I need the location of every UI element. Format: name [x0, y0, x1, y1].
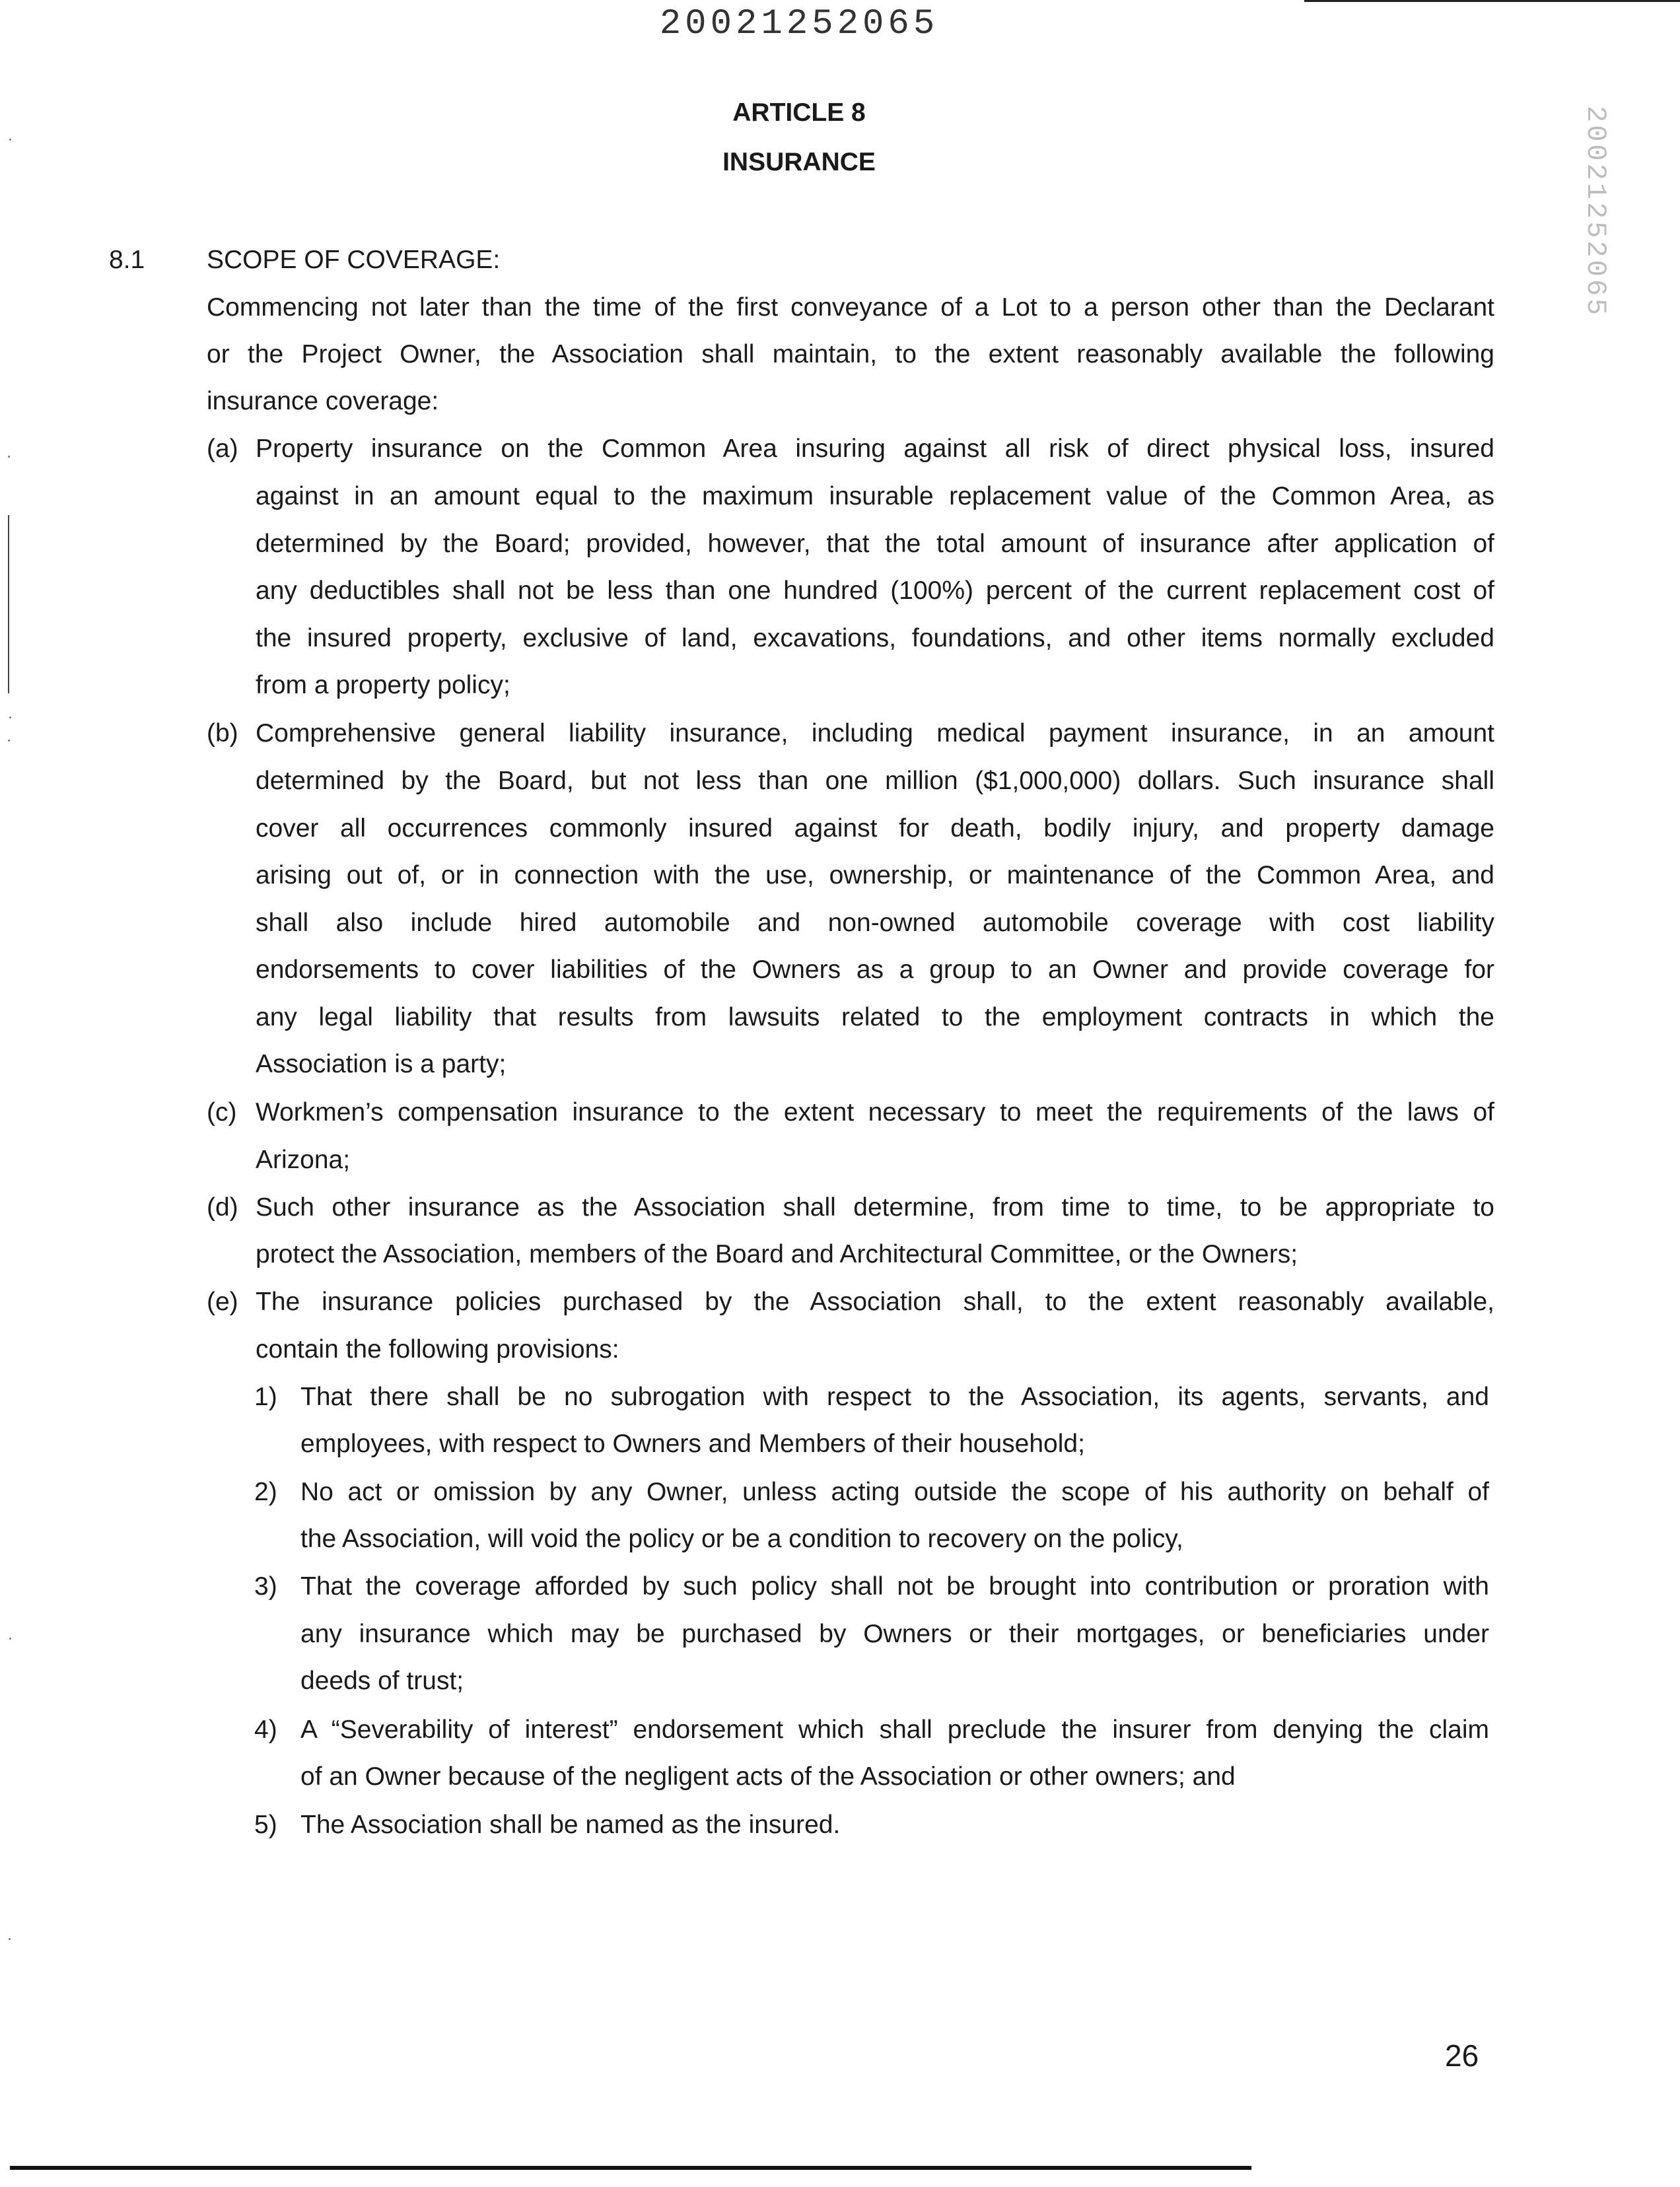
- subitem-label-3: 3): [254, 1572, 277, 1601]
- recording-number: 20021252065: [659, 4, 939, 44]
- item-a-line: against in an amount equal to the maximum insurable replacement value of the Common Area, as: [256, 482, 1494, 510]
- scan-speck: [9, 716, 11, 718]
- item-b-line: Comprehensive general liability insurance, including medical payment insurance, in an amount: [256, 719, 1494, 747]
- item-b-line: cover all occurrences commonly insured against for death, bodily injury, and property damage: [256, 814, 1494, 843]
- item-d-line: Such other insurance as the Association shall determine, from time to time, to be appropriate to: [256, 1193, 1494, 1222]
- subitem-4-line: of an Owner because of the negligent acts of the Association or other owners; and: [300, 1762, 1236, 1791]
- item-label-b: (b): [207, 719, 238, 747]
- subitem-2-line: No act or omission by any Owner, unless acting outside the scope of his authority on behalf of: [300, 1478, 1489, 1506]
- intro-line: or the Project Owner, the Association shall maintain, to the extent reasonably available the following: [207, 340, 1494, 368]
- item-e-line: The insurance policies purchased by the Association shall, to the extent reasonably available,: [256, 1288, 1494, 1316]
- scan-speck: [8, 456, 10, 458]
- side-recording-stamp: 20021252065: [1580, 106, 1611, 318]
- article-title: INSURANCE: [722, 148, 876, 176]
- subitem-label-5: 5): [254, 1811, 277, 1839]
- item-label-c: (c): [207, 1098, 237, 1127]
- item-a-line: any deductibles shall not be less than one hundred (100%) percent of the current replacement cost of: [256, 576, 1494, 605]
- section-number: 8.1: [109, 246, 145, 274]
- subitem-5-line: The Association shall be named as the insured.: [300, 1811, 841, 1839]
- item-label-a: (a): [207, 434, 238, 463]
- bottom-rule: [10, 2166, 1251, 2170]
- intro-line: Commencing not later than the time of the first conveyance of a Lot to a person other than the Declarant: [207, 293, 1494, 322]
- item-b-line: determined by the Board, but not less than one million ($1,000,000) dollars. Such insurance shall: [256, 767, 1494, 795]
- subitem-3-line: any insurance which may be purchased by Owners or their mortgages, or beneficiaries under: [300, 1620, 1489, 1648]
- subitem-label-1: 1): [254, 1383, 277, 1411]
- subitem-label-4: 4): [254, 1716, 277, 1744]
- scan-speck: [9, 139, 11, 141]
- page-number: 26: [1445, 2038, 1479, 2073]
- subitem-3-line: deeds of trust;: [300, 1667, 464, 1695]
- scan-speck: [9, 1938, 11, 1940]
- scan-speck: [8, 740, 10, 742]
- article-label: ARTICLE 8: [732, 98, 866, 127]
- item-label-d: (d): [207, 1193, 238, 1222]
- subitem-3-line: That the coverage afforded by such policy shall not be brought into contribution or proration with: [300, 1572, 1489, 1601]
- item-e-line: contain the following provisions:: [256, 1335, 619, 1364]
- item-label-e: (e): [207, 1288, 238, 1316]
- item-b-line: shall also include hired automobile and non-owned automobile coverage with cost liability: [256, 909, 1494, 937]
- subitem-4-line: A “Severability of interest” endorsement which shall preclude the insurer from denying the claim: [300, 1716, 1489, 1744]
- item-d-line: protect the Association, members of the Board and Architectural Committee, or the Owners;: [256, 1240, 1298, 1268]
- subitem-label-2: 2): [254, 1478, 277, 1506]
- item-b-line: any legal liability that results from lawsuits related to the employment contracts in which the: [256, 1003, 1494, 1031]
- item-b-line: Association is a party;: [256, 1050, 507, 1078]
- item-c-line: Workmen’s compensation insurance to the extent necessary to meet the requirements of the laws of: [256, 1098, 1494, 1127]
- item-b-line: arising out of, or in connection with the use, ownership, or maintenance of the Common Area, and: [256, 861, 1494, 889]
- item-b-line: endorsements to cover liabilities of the Owners as a group to an Owner and provide coverage for: [256, 955, 1494, 984]
- top-right-rule: [1304, 0, 1680, 2]
- item-a-line: the insured property, exclusive of land, excavations, foundations, and other items normally excluded: [256, 624, 1494, 652]
- subitem-1-line: That there shall be no subrogation with respect to the Association, its agents, servants, and: [300, 1383, 1489, 1411]
- item-a-line: from a property policy;: [256, 671, 510, 699]
- scan-edge-mark: [8, 515, 9, 693]
- scan-speck: [9, 1638, 11, 1640]
- subitem-1-line: employees, with respect to Owners and Members of their household;: [300, 1430, 1085, 1458]
- intro-line: insurance coverage:: [207, 387, 439, 415]
- section-title: SCOPE OF COVERAGE:: [207, 246, 501, 274]
- item-a-line: determined by the Board; provided, however, that the total amount of insurance after application of: [256, 530, 1494, 558]
- item-c-line: Arizona;: [256, 1146, 351, 1174]
- item-a-line: Property insurance on the Common Area insuring against all risk of direct physical loss, insured: [256, 434, 1494, 463]
- subitem-2-line: the Association, will void the policy or be a condition to recovery on the policy,: [300, 1525, 1183, 1553]
